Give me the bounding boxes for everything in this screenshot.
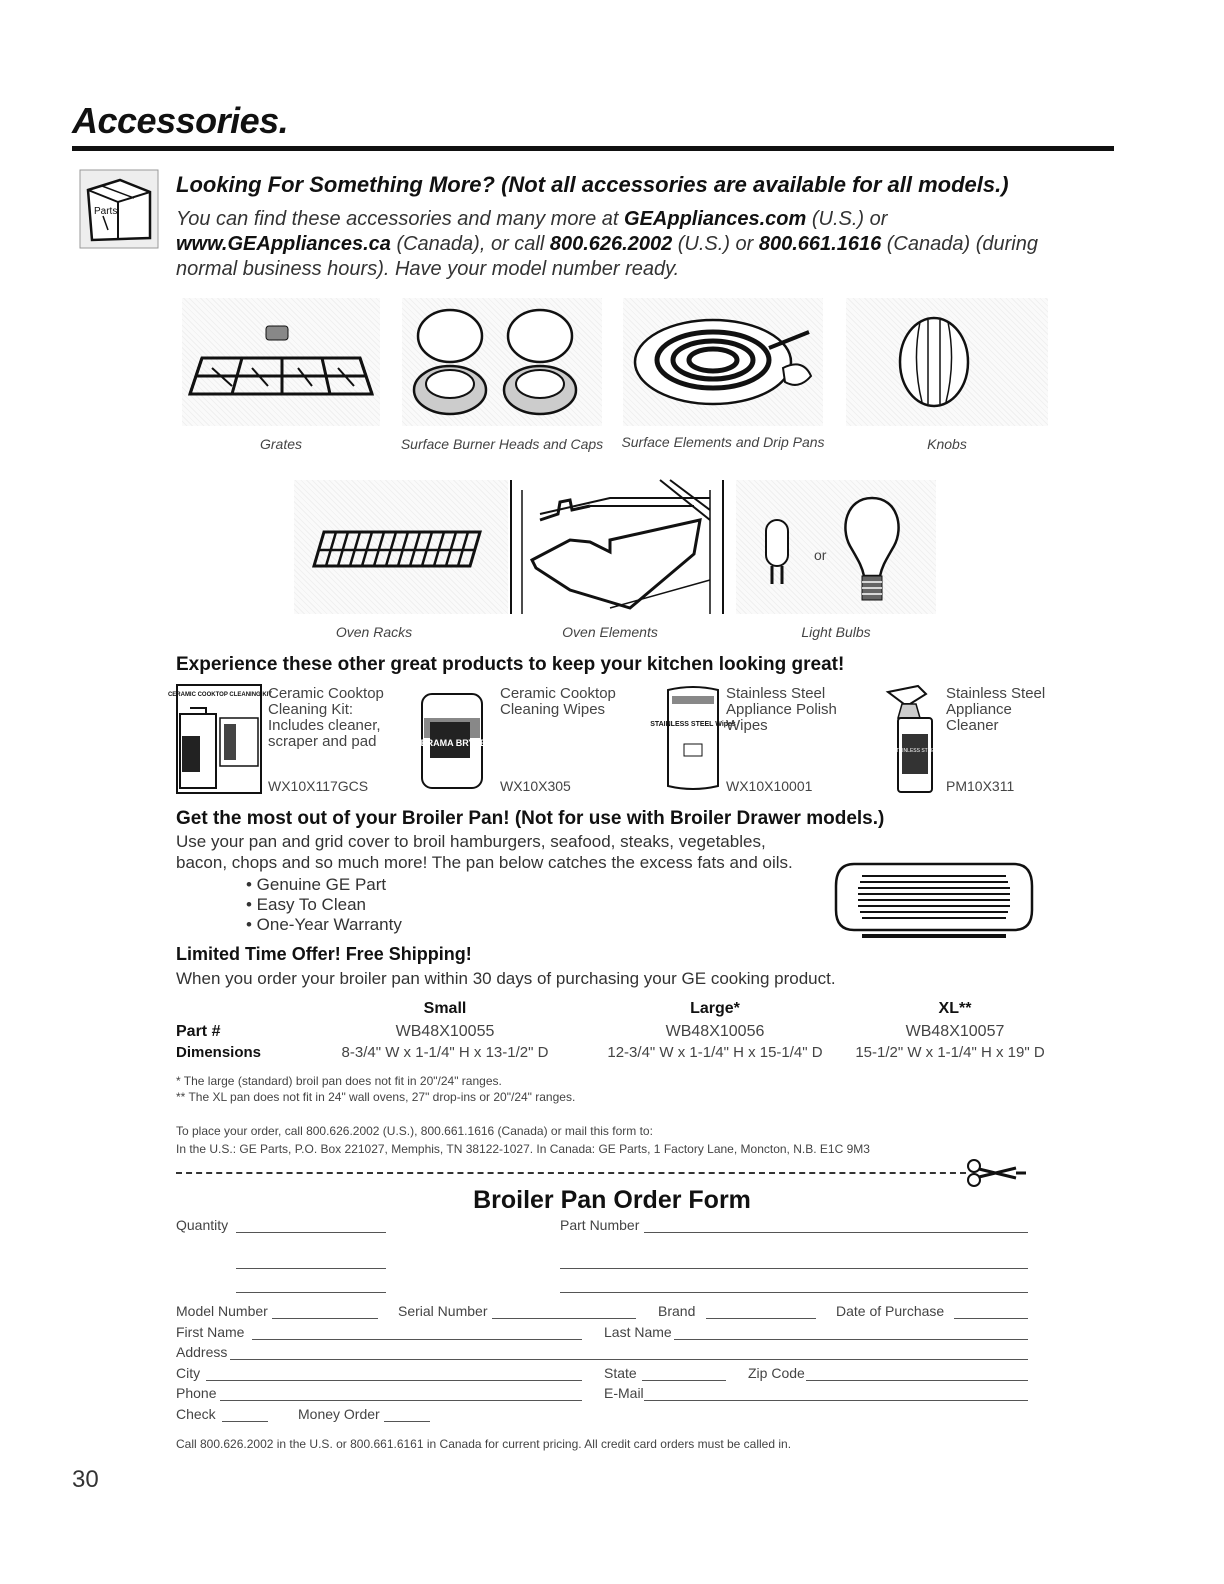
caption-grates: Grates — [259, 436, 302, 452]
light-bulbs-or: or — [814, 547, 827, 563]
offer-heading: Limited Time Offer! Free Shipping! — [176, 944, 472, 964]
oven-element-icon — [510, 480, 720, 614]
brand-field[interactable] — [706, 1318, 816, 1319]
part-number-field[interactable] — [560, 1292, 1028, 1293]
quantity-field[interactable] — [236, 1292, 386, 1293]
money-order-label: Money Order — [298, 1406, 380, 1422]
steel-cleaner-label: STAINLESS STEEL — [892, 748, 938, 754]
broiler-bullet: • Genuine GE Part — [246, 875, 387, 894]
product-part-steel-cleaner: PM10X311 — [946, 778, 1015, 794]
cleaning-kit-icon — [167, 684, 273, 794]
broiler-bullet: • One-Year Warranty — [246, 915, 402, 934]
address-field[interactable] — [230, 1359, 1028, 1360]
intro-text: You can find these accessories and many more at GEAppliances.com (U.S.) or www.GEAppliances.ca (Canada), or call 800.626.2002 (U.S.) or 800.661.1616 (Canada) (during normal business hours). Have your model number ready. — [176, 208, 1038, 280]
grates-icon — [182, 298, 380, 426]
broiler-heading: Get the most out of your Broiler Pan! (Not for use with Broiler Drawer models.) — [176, 808, 885, 829]
model-number-field[interactable] — [272, 1318, 378, 1319]
product-part-cleaning-wipes: WX10X305 — [500, 778, 571, 794]
cleaning-kit-label: CERAMIC COOKTOP CLEANING KIT — [167, 692, 273, 698]
surface-elements-icon — [623, 298, 823, 426]
row-label-part: Part # — [176, 1023, 221, 1040]
caption-burner-heads: Surface Burner Heads and Caps — [400, 436, 604, 452]
phone-label: Phone — [176, 1385, 217, 1401]
burner-heads-icon — [402, 298, 602, 426]
parts-label: Parts — [94, 206, 118, 217]
city-field[interactable] — [206, 1380, 582, 1381]
brand-label: Brand — [658, 1303, 696, 1319]
serial-number-label: Serial Number — [398, 1303, 488, 1319]
order-form-title: Broiler Pan Order Form — [473, 1186, 751, 1214]
light-bulb-icon — [736, 480, 936, 614]
product-name-cleaning-kit: Ceramic Cooktop Cleaning Kit: Includes cleaner, scraper and pad — [268, 685, 384, 750]
part-large: WB48X10056 — [665, 1023, 765, 1040]
zip-code-field[interactable] — [806, 1380, 1028, 1381]
model-number-label: Model Number — [176, 1303, 268, 1319]
part-number-label: Part Number — [560, 1217, 640, 1233]
serial-number-field[interactable] — [492, 1318, 636, 1319]
cleaning-wipes-label: CERAMA BRYTE — [414, 738, 486, 748]
quantity-field[interactable] — [236, 1268, 386, 1269]
part-small: WB48X10055 — [395, 1023, 495, 1040]
page-number: 30 — [72, 1466, 99, 1493]
check-field[interactable] — [222, 1421, 268, 1422]
quantity-field[interactable] — [236, 1232, 386, 1233]
title-rule — [72, 146, 1114, 151]
us-phone: 800.626.2002 — [549, 233, 673, 255]
date-of-purchase-field[interactable] — [954, 1318, 1028, 1319]
zip-code-label: Zip Code — [748, 1365, 805, 1381]
state-label: State — [604, 1365, 637, 1381]
ca-site-link[interactable]: www.GEAppliances.ca — [176, 233, 391, 255]
last-name-field[interactable] — [674, 1339, 1028, 1340]
products-heading: Experience these other great products to keep your kitchen looking great! — [176, 654, 845, 675]
caption-oven-racks: Oven Racks — [335, 624, 413, 640]
scissors-icon — [966, 1158, 1028, 1188]
product-name-steel-cleaner: Stainless Steel Appliance Cleaner — [946, 685, 1046, 734]
first-name-label: First Name — [176, 1324, 245, 1340]
broiler-text-1: Use your pan and grid cover to broil hamburgers, seafood, steaks, vegetables, — [176, 832, 766, 851]
row-label-dimensions: Dimensions — [176, 1044, 262, 1061]
polish-wipes-icon — [650, 684, 736, 792]
check-label: Check — [176, 1406, 216, 1422]
broiler-pan-icon — [832, 860, 1036, 942]
intro-heading: Looking For Something More? (Not all accessories are available for all models.) — [176, 172, 1009, 197]
dims-xl: 15-1/2" W x 1-1/4" H x 19" D — [855, 1044, 1045, 1061]
part-number-field[interactable] — [560, 1268, 1028, 1269]
dims-large: 12-3/4" W x 1-1/4" H x 15-1/4" D — [607, 1044, 823, 1061]
product-part-polish-wipes: WX10X10001 — [726, 778, 813, 794]
money-order-field[interactable] — [384, 1421, 430, 1422]
phone-field[interactable] — [220, 1400, 582, 1401]
order-info: To place your order, call 800.626.2002 (U.S.), 800.661.1616 (Canada) or mail this form to: — [176, 1124, 653, 1138]
address-label: Address — [176, 1344, 228, 1360]
oven-rack-icon — [294, 480, 508, 614]
pricing-note: Call 800.626.2002 in the U.S. or 800.661.6161 in Canada for current pricing. All credit card orders must be called in. — [176, 1437, 792, 1451]
footnote: * The large (standard) broil pan does not fit in 20"/24" ranges. — [176, 1074, 502, 1088]
steel-cleaner-icon — [884, 682, 940, 794]
cut-line — [176, 1172, 966, 1174]
first-name-field[interactable] — [252, 1339, 582, 1340]
caption-light-bulbs: Light Bulbs — [801, 624, 871, 640]
product-name-cleaning-wipes: Ceramic Cooktop Cleaning Wipes — [500, 685, 616, 718]
size-header-xl: XL** — [938, 1000, 972, 1017]
caption-knobs: Knobs — [927, 436, 967, 452]
offer-text: When you order your broiler pan within 30 days of purchasing your GE cooking product. — [176, 969, 836, 988]
cleaning-wipes-icon — [414, 688, 486, 792]
us-site-link[interactable]: GEAppliances.com — [624, 208, 807, 230]
order-info: In the U.S.: GE Parts, P.O. Box 221027, Memphis, TN 38122-1027. In Canada: GE Parts, 1 Factory Lane, Moncton, N.B. E1C 9M3 — [176, 1142, 870, 1156]
knob-icon — [846, 298, 1048, 426]
caption-oven-elements: Oven Elements — [562, 624, 658, 640]
part-number-field[interactable] — [644, 1232, 1028, 1233]
quantity-label: Quantity — [176, 1217, 229, 1233]
state-field[interactable] — [642, 1380, 726, 1381]
broiler-bullet: • Easy To Clean — [246, 895, 366, 914]
email-label: E-Mail — [604, 1385, 644, 1401]
date-of-purchase-label: Date of Purchase — [836, 1303, 945, 1319]
last-name-label: Last Name — [604, 1324, 672, 1340]
part-xl: WB48X10057 — [905, 1023, 1005, 1040]
footnote: ** The XL pan does not fit in 24" wall ovens, 27" drop-ins or 20"/24" ranges. — [176, 1090, 576, 1104]
size-header-small: Small — [423, 1000, 467, 1017]
email-field[interactable] — [644, 1400, 1028, 1401]
ca-phone: 800.661.1616 — [758, 233, 882, 255]
caption-surface-elements: Surface Elements and Drip Pans — [621, 434, 825, 450]
dims-small: 8-3/4" W x 1-1/4" H x 13-1/2" D — [341, 1044, 549, 1061]
product-name-polish-wipes: Stainless Steel Appliance Polish Wipes — [726, 685, 837, 734]
parts-box-icon — [80, 170, 158, 248]
city-label: City — [176, 1365, 201, 1381]
broiler-text-2: bacon, chops and so much more! The pan below catches the excess fats and oils. — [176, 853, 793, 872]
page-title: Accessories. — [72, 100, 289, 141]
product-part-cleaning-kit: WX10X117GCS — [268, 778, 369, 794]
polish-wipes-label: STAINLESS STEEL Wipes — [650, 721, 736, 728]
size-header-large: Large* — [690, 1000, 740, 1017]
